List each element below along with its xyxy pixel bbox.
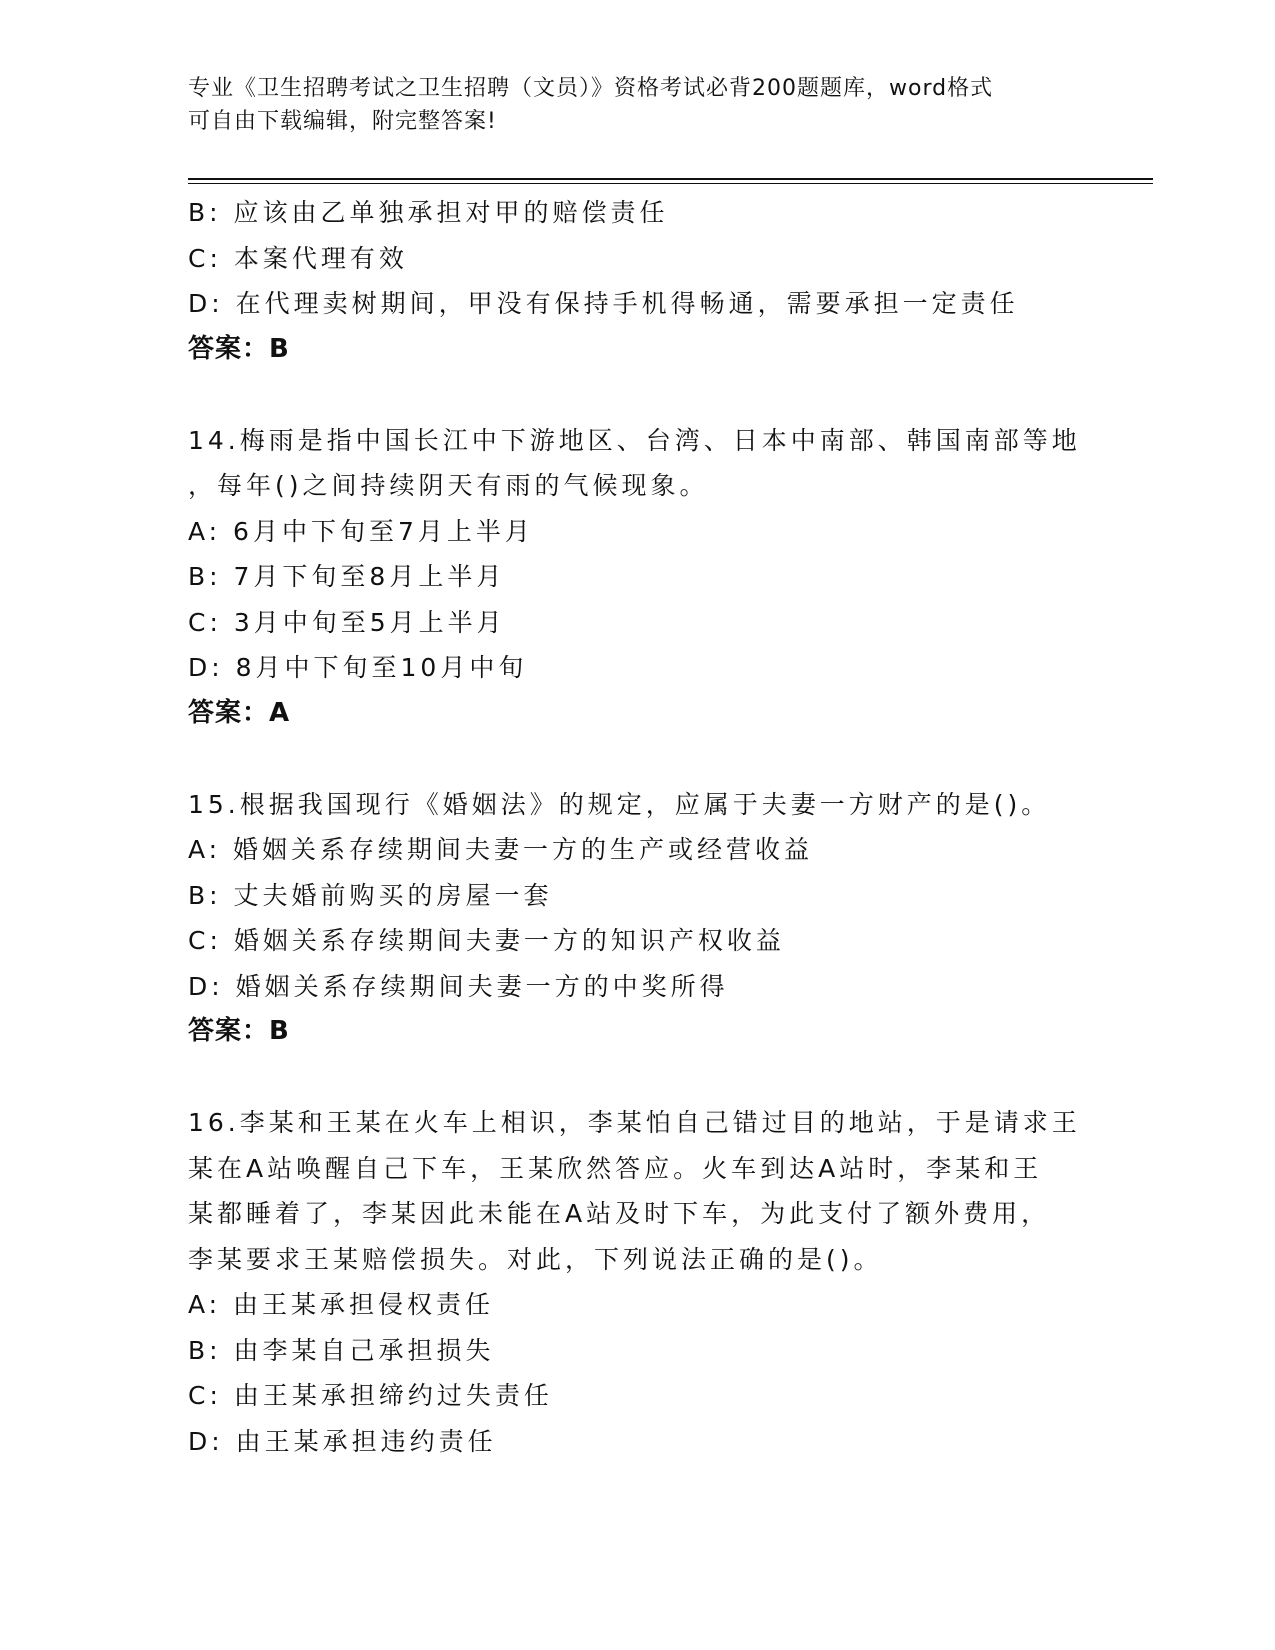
spacer <box>188 372 1088 418</box>
question-13-tail <box>188 190 1088 372</box>
q14-stem-line-2: ，每年()之间持续阴天有雨的气候现象。 <box>188 471 709 500</box>
q15-stem-line-1: 15.根据我国现行《婚姻法》的规定，应属于夫妻一方财产的是()。 <box>188 789 1051 819</box>
q14-stem-line-1: 14.梅雨是指中国长江中下游地区、台湾、日本中南部、韩国南部等地 <box>188 425 1081 455</box>
q13-answer: 答案：B <box>188 333 290 364</box>
q16-stem-line-3: 某都睡着了，李某因此未能在A站及时下车，为此支付了额外费用， <box>188 1199 1051 1228</box>
q14-option-a: A: 6月中下旬至7月上半月 <box>188 516 534 546</box>
q16-option-c: C: 由王某承担缔约过失责任 <box>188 1381 553 1410</box>
q14-answer: 答案：A <box>188 697 291 728</box>
question-14 <box>188 418 1088 737</box>
q16-option-b: B: 由李某自己承担损失 <box>188 1335 495 1365</box>
spacer <box>188 736 1088 782</box>
q15-option-a: A: 婚姻关系存续期间夫妻一方的生产或经营收益 <box>188 835 814 864</box>
q16-stem-line-2: 某在A站唤醒自己下车，王某欣然答应。火车到达A站时，李某和王 <box>188 1153 1043 1183</box>
q15-answer: 答案：B <box>188 1016 290 1046</box>
header-rule-thick <box>188 178 1153 180</box>
q14-option-d: D: 8月中下旬至10月中旬 <box>188 653 528 682</box>
q13-option-d: D: 在代理卖树期间，甲没有保持手机得畅通，需要承担一定责任 <box>188 289 1019 318</box>
q15-option-c: C: 婚姻关系存续期间夫妻一方的知识产权收益 <box>188 926 785 955</box>
q13-option-c: C: 本案代理有效 <box>188 243 408 273</box>
question-content <box>188 190 1088 1464</box>
q16-stem-line-1: 16.李某和王某在火车上相识，李某怕自己错过目的地站，于是请求王 <box>188 1108 1081 1137</box>
q16-option-d: D: 由王某承担违约责任 <box>188 1426 497 1456</box>
q15-option-b: B: 丈夫婚前购买的房屋一套 <box>188 880 553 910</box>
q16-option-a: A: 由王某承担侵权责任 <box>188 1290 495 1319</box>
header-rule-thin <box>188 183 1153 184</box>
header-line-1: 专业《卫生招聘考试之卫生招聘（文员）》资格考试必背200题题库，word格式 <box>188 76 994 101</box>
q13-option-b: B: 应该由乙单独承担对甲的赔偿责任 <box>188 198 669 227</box>
question-15 <box>188 782 1088 1055</box>
q14-option-b: B: 7月下旬至8月上半月 <box>188 562 506 591</box>
spacer <box>188 1055 1088 1101</box>
document-header <box>188 72 1088 138</box>
q15-option-d: D: 婚姻关系存续期间夫妻一方的中奖所得 <box>188 971 729 1001</box>
header-line-2: 可自由下载编辑，附完整答案! <box>188 109 497 134</box>
q16-stem-line-4: 李某要求王某赔偿损失。对此，下列说法正确的是()。 <box>188 1244 883 1274</box>
q14-option-c: C: 3月中旬至5月上半月 <box>188 607 506 637</box>
question-16 <box>188 1100 1088 1464</box>
